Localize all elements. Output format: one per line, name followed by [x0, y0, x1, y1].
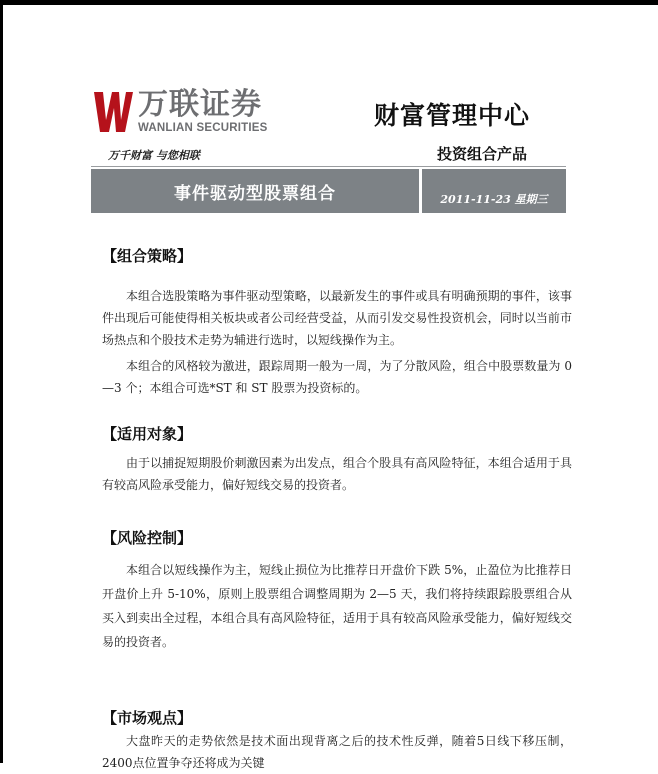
section-heading: 【风险控制】 [102, 529, 193, 547]
paragraph: 本组合选股策略为事件驱动型策略，以最新发生的事件或具有明确预期的事件，该事件出现后可能使得相关板块或者公司经营受益，从而引发交易性投资机会，同时以当前市场热点和个股技术走势为辅进行选时，以短线操作为主。 [102, 289, 572, 347]
banner-date-bar [422, 169, 566, 213]
section-heading: 【组合策略】 [102, 247, 193, 265]
wanlian-w-logo-icon [92, 90, 134, 134]
banner-title-bar [91, 169, 419, 213]
header-divider [91, 166, 566, 167]
section-target-audience [102, 424, 572, 496]
paragraph: 由于以捕捉短期股价刺激因素为出发点，组合个股具有高风险特征，本组合适用于具有较高风险承受能力，偏好短线交易的投资者。 [102, 456, 572, 492]
portfolio-title: 事件驱动型股票组合 [174, 183, 336, 204]
paragraph: 本组合以短线操作为主，短线止损位为比推荐日开盘价下跌 5%，止盈位为比推荐日开盘价上升 5-10%，原则上股票组合调整周期为 2—5 天，我们将持续跟踪股票组合从买入到卖出全过程，本组合具有高风险特征，适用于具有较高风险承受能力，偏好短线交易的投资者。 [102, 563, 572, 649]
center-title: 财富管理中心 [374, 101, 531, 130]
slogan: 万千财富 与您相联 [108, 149, 200, 162]
paragraph: 本组合的风格较为激进，跟踪周期一般为一周，为了分散风险，组合中股票数量为 0—3 个；本组合可选*ST 和 ST 股票为投资标的。 [102, 359, 572, 395]
section-heading: 【市场观点】 [102, 709, 193, 727]
company-name-en: WANLIAN SECURITIES [138, 122, 268, 134]
section-strategy [102, 246, 572, 399]
left-border [0, 0, 3, 763]
company-logo [92, 88, 272, 138]
product-label: 投资组合产品 [437, 145, 528, 163]
top-border [0, 0, 658, 5]
section-risk-control [102, 528, 572, 654]
report-date: 2011-11-23 星期三 [440, 193, 548, 206]
company-name-cn: 万联证券 [138, 87, 262, 122]
section-heading: 【适用对象】 [102, 425, 193, 443]
section-market-view [102, 708, 572, 774]
paragraph: 大盘昨天的走势依然是技术面出现背离之后的技术性反弹，随着5日线下移压制，2400点位置争夺还将成为关键 [102, 734, 572, 770]
